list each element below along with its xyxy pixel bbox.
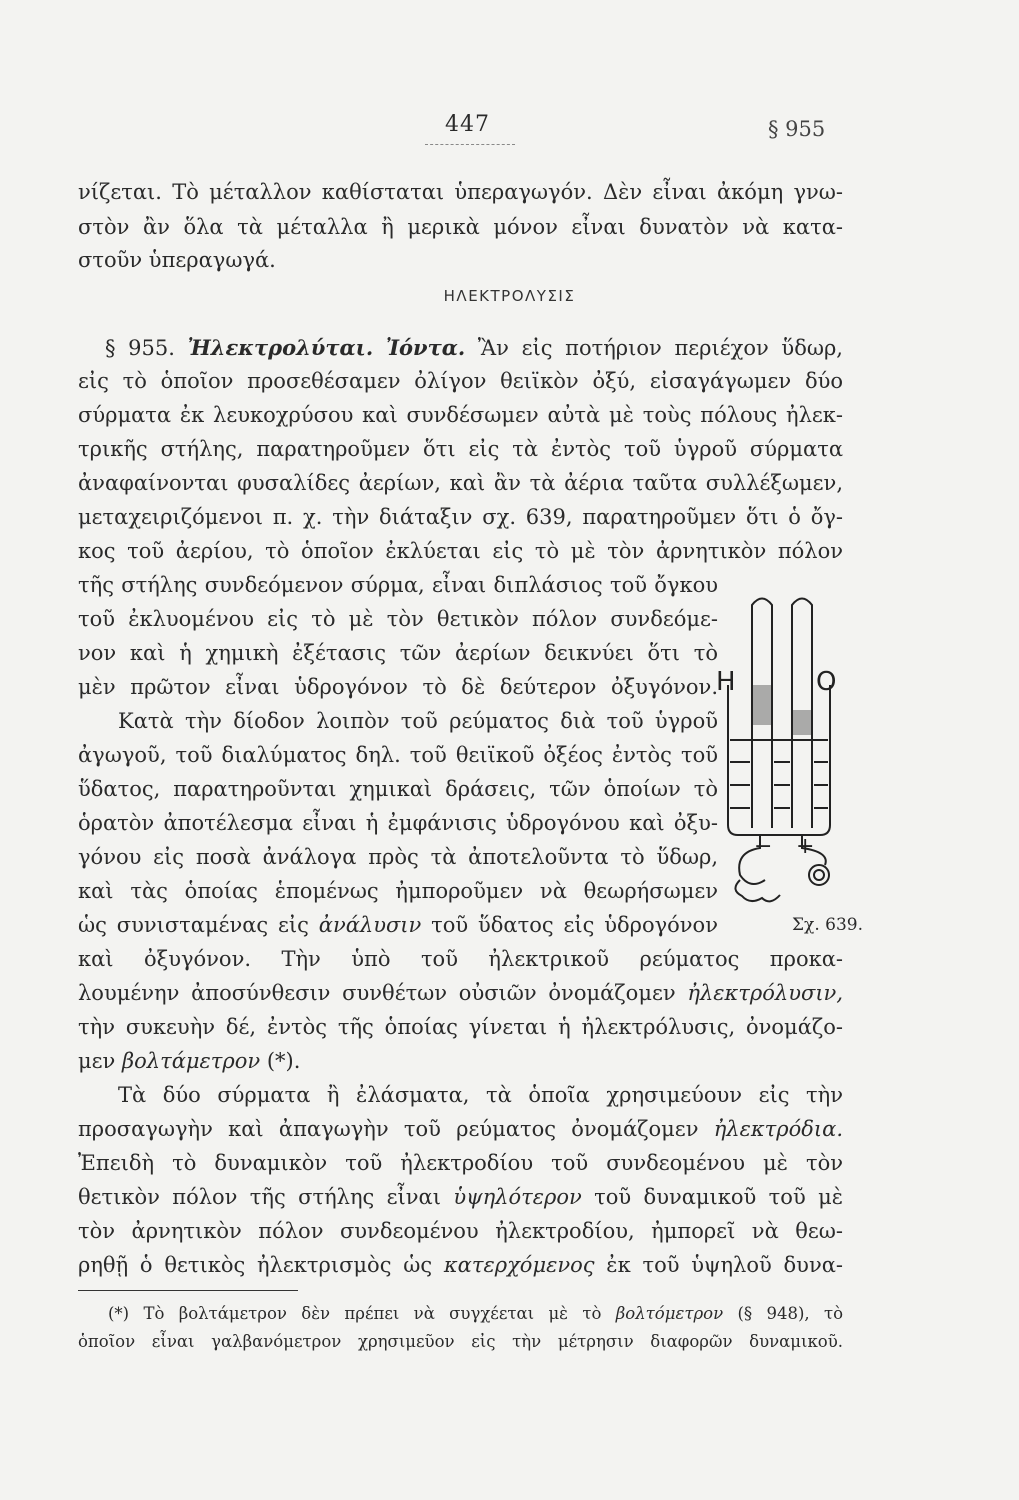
body-line: ἀναφαίνονται φυσαλίδες ἀερίων, καὶ ἂν τὰ ἀέρια ταῦτα συλλέξωμεν, <box>78 471 843 495</box>
body-line: Ἐπειδὴ τὸ δυναμικὸν τοῦ ἠλεκτροδίου τοῦ συνδεομένου μὲ τὸν <box>78 1151 843 1175</box>
body-line: στὸν ἂν ὅλα τὰ μέταλλα ἢ μερικὰ μόνον εἶναι δυνατὸν νὰ κατα- <box>78 215 843 239</box>
body-line: κος τοῦ ἀερίου, τὸ ὁποῖον ἐκλύεται εἰς τὸ μὲ τὸν ἀρνητικὸν πόλον <box>78 539 843 563</box>
body-line: τὸν ἀρνητικὸν πόλον συνδεομένου ἠλεκτροδίου, ἠμπορεῖ νὰ θεω- <box>78 1219 843 1243</box>
section-title-line <box>105 333 843 363</box>
body-line: νον καὶ ἡ χημικὴ ἐξέτασις τῶν ἀερίων δεικνύει ὅτι τὸ <box>78 641 718 665</box>
page-number: 447 <box>445 112 490 137</box>
body-line: νίζεται. Τὸ μέταλλον καθίσταται ὑπεραγωγόν. Δὲν εἶναι ἀκόμη γνω- <box>78 180 843 204</box>
page-number-underline <box>425 144 515 145</box>
body-line: λουμένην ἀποσύνθεσιν συνθέτων οὐσιῶν ὀνομάζομεν ἠλεκτρόλυσιν, <box>78 981 843 1005</box>
beaker <box>728 685 830 835</box>
body-line: μεταχειριζόμενοι π. χ. τὴν διάταξιν σχ. 639, παρατηροῦμεν ὅτι ὁ ὄγ- <box>78 505 843 529</box>
body-line: ὕδατος, παρατηροῦνται χημικαὶ δράσεις, τῶν ὁποίων τὸ <box>78 777 718 801</box>
plus-label: + <box>796 834 815 859</box>
body-line: τρικῆς στήλης, παρατηροῦμεν ὅτι εἰς τὰ ἐντὸς τοῦ ὑγροῦ σύρματα <box>78 437 843 461</box>
section-heading: ΗΛΕΚΤΡΟΛΥΣΙΣ <box>443 287 576 305</box>
footnote-rule <box>78 1290 298 1291</box>
hydrogen-label: H <box>716 667 736 697</box>
body-line: Τὰ δύο σύρματα ἢ ἐλάσματα, τὰ ὁποῖα χρησιμεύουν εἰς τὴν <box>118 1083 843 1107</box>
section-title-a: Ἠλεκτρολύται. <box>187 335 374 360</box>
figure-caption: Σχ. 639. <box>792 915 863 935</box>
body-line: προσαγωγὴν καὶ ἀπαγωγὴν τοῦ ρεύματος ὀνομάζομεν ἠλεκτρόδια. <box>78 1117 843 1141</box>
body-line: ὁρατὸν ἀποτέλεσμα εἶναι ἡ ἐμφάνισις ὑδρογόνου καὶ ὀξυ- <box>78 811 718 835</box>
body-line: ρηθῇ ὁ θετικὸς ἠλεκτρισμὸς ὡς κατερχόμενος ἐκ τοῦ ὑψηλοῦ δυνα- <box>78 1253 843 1277</box>
body-line: τῆς στήλης συνδεόμενον σύρμα, εἶναι διπλάσιος τοῦ ὄγκου <box>78 573 718 597</box>
body-line: εἰς τὸ ὁποῖον προσεθέσαμεν ὀλίγον θειϊκὸν ὀξύ, εἰσαγάγωμεν δύο <box>78 369 843 393</box>
body-line: μεν βολτάμετρον (*). <box>78 1049 301 1073</box>
body-line: ὡς συνισταμένας εἰς ἀνάλυσιν τοῦ ὕδατος εἰς ὑδρογόνον <box>78 913 718 937</box>
body-line: ἀγωγοῦ, τοῦ διαλύματος δηλ. τοῦ θειϊκοῦ ὀξέος ἐντὸς τοῦ <box>78 743 718 767</box>
body-line: Κατὰ τὴν δίοδον λοιπὸν τοῦ ρεύματος διὰ τοῦ ὑγροῦ <box>118 709 718 733</box>
voltameter-figure <box>716 590 837 950</box>
body-line: θετικὸν πόλον τῆς στήλης εἶναι ὑψηλότερον τοῦ δυναμικοῦ τοῦ μὲ <box>78 1185 843 1209</box>
footnote-line: (*) Τὸ βολτάμετρον δὲν πρέπει νὰ συγχέεται μὲ τὸ βολτόμετρον (§ 948), τὸ <box>108 1304 844 1323</box>
body-line: μὲν πρῶτον εἶναι ὑδρογόνον τὸ δὲ δεύτερον ὀξυγόνον. <box>78 675 718 699</box>
oxygen-label: O <box>816 667 837 697</box>
body-line: γόνου εἰς ποσὰ ἀνάλογα πρὸς τὰ ἀποτελοῦντα τὸ ὕδωρ, <box>78 845 718 869</box>
footnote-line: ὁποῖον εἶναι γαλβανόμετρον χρησιμεῦον εἰς τὴν μέτρησιν διαφορῶν δυναμικοῦ. <box>78 1332 843 1351</box>
body-line: καὶ ὀξυγόνον. Τὴν ὑπὸ τοῦ ἠλεκτρικοῦ ρεύματος προκα- <box>78 947 843 971</box>
section-title-b: Ἰόντα. <box>385 335 466 360</box>
body-line: σύρματα ἐκ λευκοχρύσου καὶ συνδέσωμεν αὐτὰ μὲ τοὺς πόλους ἠλεκ- <box>78 403 843 427</box>
body-line: τοῦ ἐκλυομένου εἰς τὸ μὲ τὸν θετικὸν πόλον συνδεόμε- <box>78 607 718 631</box>
section-first-line: Ἂν εἰς ποτήριον περιέχον ὕδωρ, <box>477 336 843 360</box>
body-line: στοῦν ὑπεραγωγά. <box>78 248 276 272</box>
section-reference: § 955 <box>768 117 826 141</box>
minus-label: − <box>754 834 773 859</box>
section-number: § 955. <box>105 336 175 360</box>
body-line: καὶ τὰς ὁποίας ἑπομένως ἠμποροῦμεν νὰ θεωρήσωμεν <box>78 879 718 903</box>
body-line: τὴν συκευὴν δέ, ἐντὸς τῆς ὁποίας γίνεται ἡ ἠλεκτρόλυσις, ὀνομάζο- <box>78 1015 843 1039</box>
